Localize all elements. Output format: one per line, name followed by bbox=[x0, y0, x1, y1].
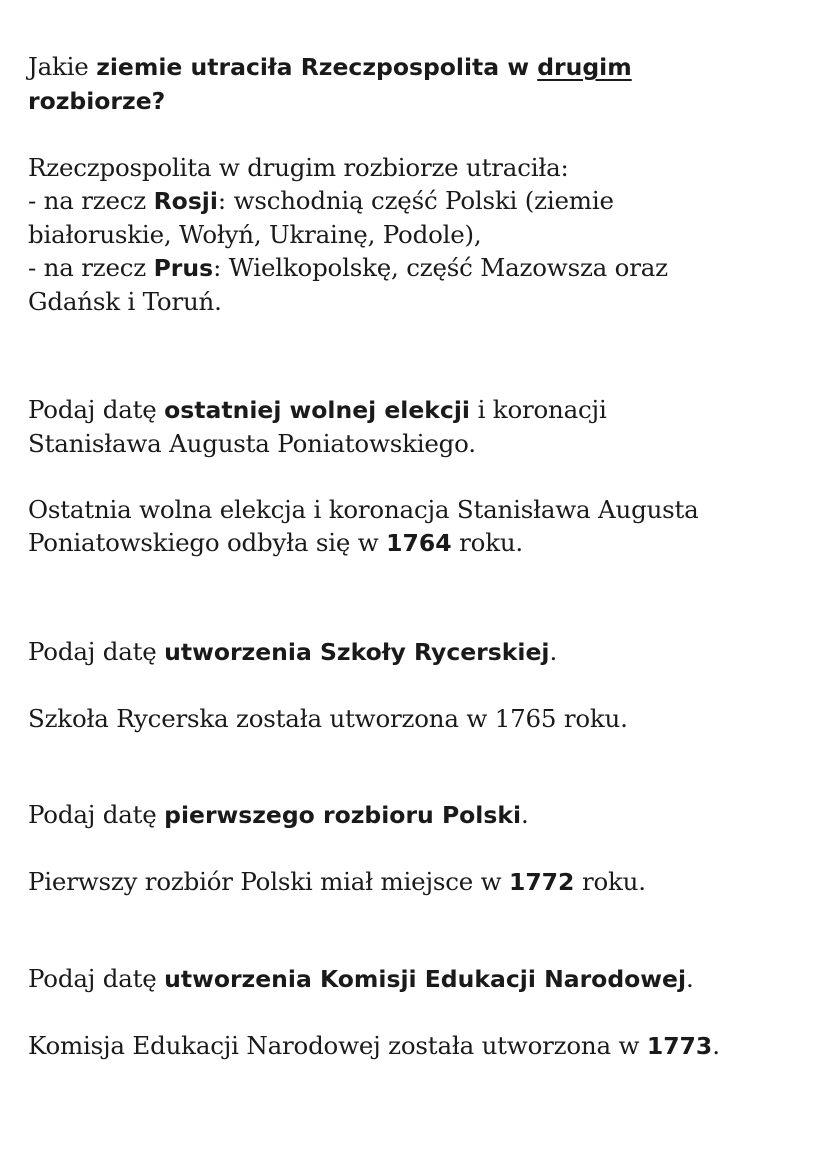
answer-knight-school bbox=[28, 702, 818, 735]
answer-line: Ostatnia wolna elekcja i koronacja Stanisława Augusta bbox=[28, 495, 699, 524]
question-prefix: Jakie bbox=[28, 52, 97, 81]
question-knight-school bbox=[28, 635, 818, 669]
question-suffix: . bbox=[686, 964, 694, 993]
answer-text: Poniatowskiego odbyła się w bbox=[28, 528, 387, 557]
answer-text: roku. bbox=[574, 867, 646, 896]
question-line bbox=[28, 393, 818, 427]
question-line bbox=[28, 962, 818, 996]
question-suffix: i koronacji bbox=[469, 395, 607, 424]
answer-bold-text: Prus bbox=[153, 254, 214, 282]
question-line bbox=[28, 635, 818, 669]
answer-last-election bbox=[28, 493, 818, 560]
question-bold-text: ostatniej wolnej elekcji bbox=[164, 396, 470, 424]
answer-education-commission bbox=[28, 1029, 818, 1063]
question-line: Stanisława Augusta Poniatowskiego. bbox=[28, 429, 476, 458]
answer-line bbox=[28, 526, 818, 560]
answer-text: Komisja Edukacji Narodowej została utworzona w bbox=[28, 1031, 647, 1060]
answer-line: Szkoła Rycerska została utworzona w 1765 roku. bbox=[28, 704, 628, 733]
answer-line: Gdańsk i Toruń. bbox=[28, 287, 222, 316]
question-prefix: Podaj datę bbox=[28, 800, 165, 829]
question-bold-text: ziemie utraciła Rzeczpospolita w bbox=[96, 53, 538, 81]
question-prefix: Podaj datę bbox=[28, 964, 165, 993]
answer-text: : Wielkopolskę, część Mazowsza oraz bbox=[213, 253, 668, 282]
answer-line bbox=[28, 1029, 818, 1063]
question-first-partition bbox=[28, 798, 818, 832]
answer-line: białoruskie, Wołyń, Ukrainę, Podole), bbox=[28, 220, 482, 249]
answer-second-partition bbox=[28, 151, 818, 318]
answer-text: Pierwszy rozbiór Polski miał miejsce w bbox=[28, 867, 509, 896]
question-second-partition bbox=[28, 50, 818, 118]
question-underlined-text: drugim bbox=[537, 53, 632, 81]
answer-line bbox=[28, 251, 818, 285]
document-page bbox=[28, 50, 818, 1063]
question-bold-text: pierwszego rozbioru Polski bbox=[164, 801, 522, 829]
answer-first-partition bbox=[28, 865, 818, 899]
answer-line: Rzeczpospolita w drugim rozbiorze utraciła: bbox=[28, 153, 569, 182]
question-prefix: Podaj datę bbox=[28, 395, 165, 424]
question-line bbox=[28, 50, 818, 84]
answer-bold-text: Rosji bbox=[153, 187, 218, 215]
answer-text: - na rzecz bbox=[28, 253, 154, 282]
answer-line bbox=[28, 184, 818, 218]
answer-line bbox=[28, 865, 818, 899]
question-prefix: Podaj datę bbox=[28, 637, 165, 666]
question-education-commission bbox=[28, 962, 818, 996]
answer-year: 1773 bbox=[646, 1032, 713, 1060]
answer-year: 1764 bbox=[386, 529, 452, 557]
question-bold-text: utworzenia Komisji Edukacji Narodowej bbox=[164, 965, 686, 993]
answer-text: roku. bbox=[451, 528, 524, 557]
answer-text: - na rzecz bbox=[28, 186, 154, 215]
question-last-election bbox=[28, 393, 818, 460]
question-suffix: . bbox=[549, 637, 558, 666]
answer-text: : wschodnią część Polski (ziemie bbox=[217, 186, 614, 215]
question-line bbox=[28, 84, 818, 118]
question-line bbox=[28, 798, 818, 832]
question-bold-end: rozbiorze? bbox=[28, 87, 166, 115]
question-suffix: . bbox=[521, 800, 529, 829]
answer-text: . bbox=[712, 1031, 720, 1060]
question-bold-text: utworzenia Szkoły Rycerskiej bbox=[164, 638, 550, 666]
answer-year: 1772 bbox=[508, 868, 575, 896]
